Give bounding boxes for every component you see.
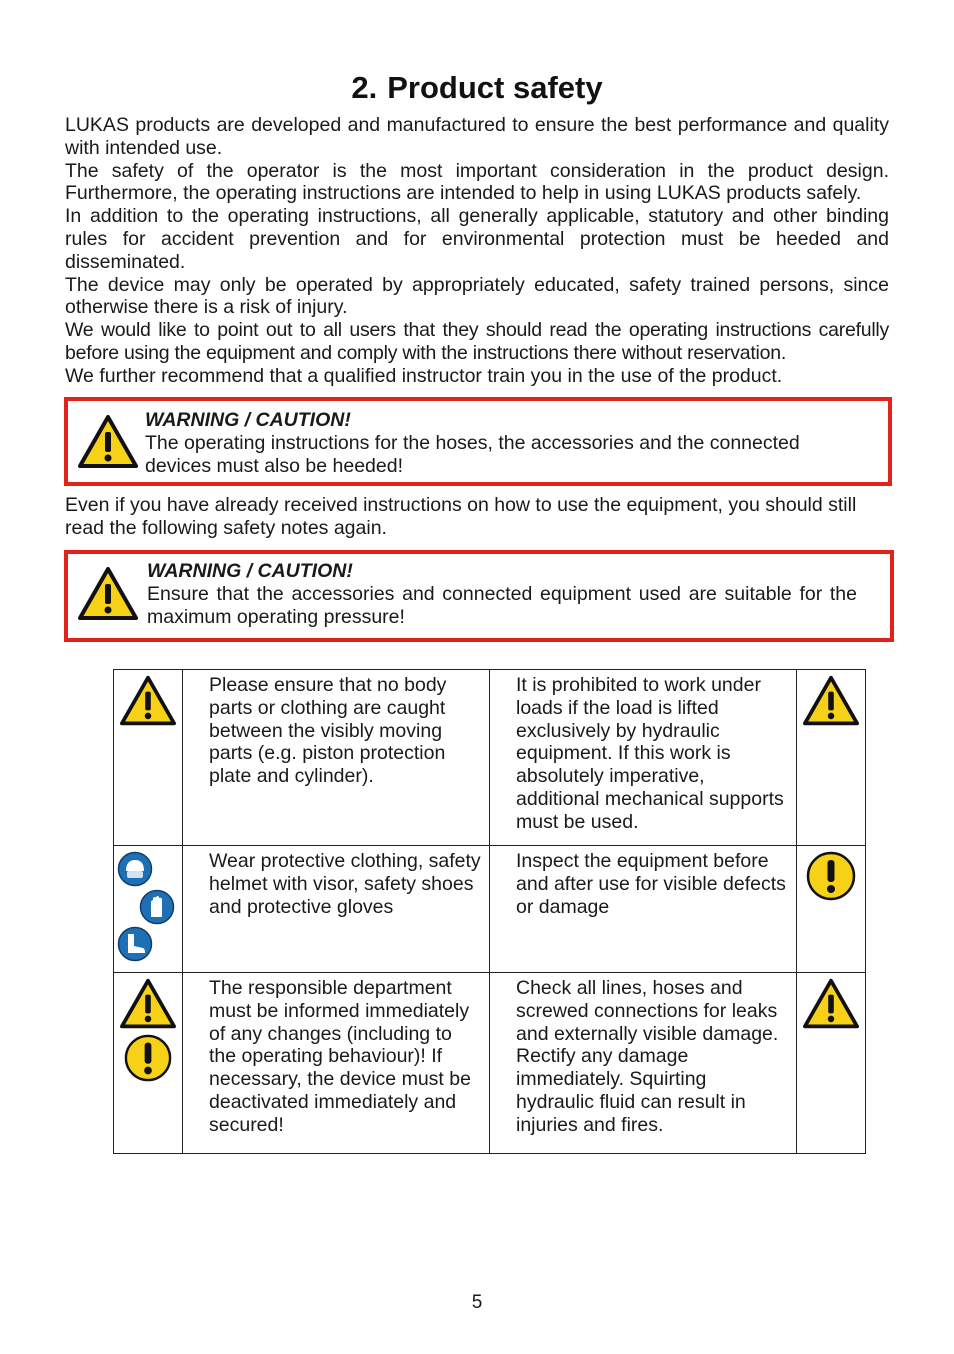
warning-triangle-icon	[78, 415, 138, 469]
exclamation-circle-icon	[806, 851, 856, 901]
intro-paragraph: We would like to point out to all users that they should read the operating instructions carefully before using the equipment and comply with the instructions there without reservation.	[65, 319, 889, 364]
safety-notes-table	[113, 669, 866, 1154]
table-row	[114, 670, 866, 846]
helmet-visor-icon	[117, 851, 153, 887]
safety-boot-icon	[117, 926, 153, 962]
table-icon-cell	[797, 973, 866, 1154]
intro-paragraph: In addition to the operating instructions, all generally applicable, statutory and other binding rules for accident prevention and for environmental protection must be heeded and disseminated.	[65, 205, 889, 273]
table-cell: The responsible department must be informed immediately of any changes (including to the operating behaviour)! If necessary, the device must be deactivated immediately and secured!	[183, 973, 490, 1154]
warning-box-2	[64, 550, 894, 642]
warning-box-1	[64, 397, 892, 486]
table-row	[114, 846, 866, 973]
page-title	[0, 70, 954, 106]
warning-triangle-icon	[78, 567, 138, 621]
warning-heading: WARNING / CAUTION!	[147, 560, 353, 582]
intro-paragraph: The safety of the operator is the most important consideration in the product design. Furthermore, the operating instructions are intended to help in using LUKAS products safely.	[65, 159, 889, 205]
intro-paragraph: We further recommend that a qualified instructor train you in the use of the product.	[65, 364, 783, 387]
table-cell: Please ensure that no body parts or clothing are caught between the visibly moving parts (e.g. piston protection plate and cylinder).	[183, 670, 490, 846]
warning-text: The operating instructions for the hoses, the accessories and the connected devices must also be heeded!	[145, 431, 800, 477]
warning-triangle-icon	[803, 978, 859, 1030]
table-cell: Wear protective clothing, safety helmet with visor, safety shoes and protective gloves	[183, 846, 490, 973]
gloves-icon	[139, 889, 175, 925]
section-number: 2.	[351, 70, 378, 105]
table-icon-cell	[114, 846, 183, 973]
table-cell: Inspect the equipment before and after use for visible defects or damage	[490, 846, 797, 973]
exclamation-circle-icon	[124, 1034, 172, 1082]
table-icon-cell	[114, 973, 183, 1154]
table-icon-cell	[797, 846, 866, 973]
warning-text: Ensure that the accessories and connected equipment used are suitable for the maximum operating pressure!	[147, 582, 857, 628]
table-cell: Check all lines, hoses and screwed connections for leaks and externally visible damage. Rectify any damage immediately. Squirting hydraulic fluid can result in injuries and fires.	[490, 973, 797, 1154]
table-icon-cell	[114, 670, 183, 846]
page-number: 5	[471, 1292, 483, 1313]
intro-paragraph: LUKAS products are developed and manufactured to ensure the best performance and quality with intended use.	[65, 114, 889, 159]
warning-triangle-icon	[120, 675, 176, 727]
intro-text	[65, 114, 889, 388]
intro-paragraph: The device may only be operated by appropriately educated, safety trained persons, since otherwise there is a risk of injury.	[65, 273, 889, 319]
notes-paragraph: Even if you have already received instructions on how to use the equipment, you should still read the following safety notes again.	[65, 494, 857, 539]
section-title: Product safety	[387, 70, 603, 105]
warning-heading: WARNING / CAUTION!	[145, 409, 351, 431]
warning-triangle-icon	[120, 978, 176, 1030]
warning-triangle-icon	[803, 675, 859, 727]
table-icon-cell	[797, 670, 866, 846]
table-row	[114, 973, 866, 1154]
table-cell: It is prohibited to work under loads if the load is lifted exclusively by hydraulic equipment. If this work is absolutely imperative, additional mechanical supports must be used.	[490, 670, 797, 846]
